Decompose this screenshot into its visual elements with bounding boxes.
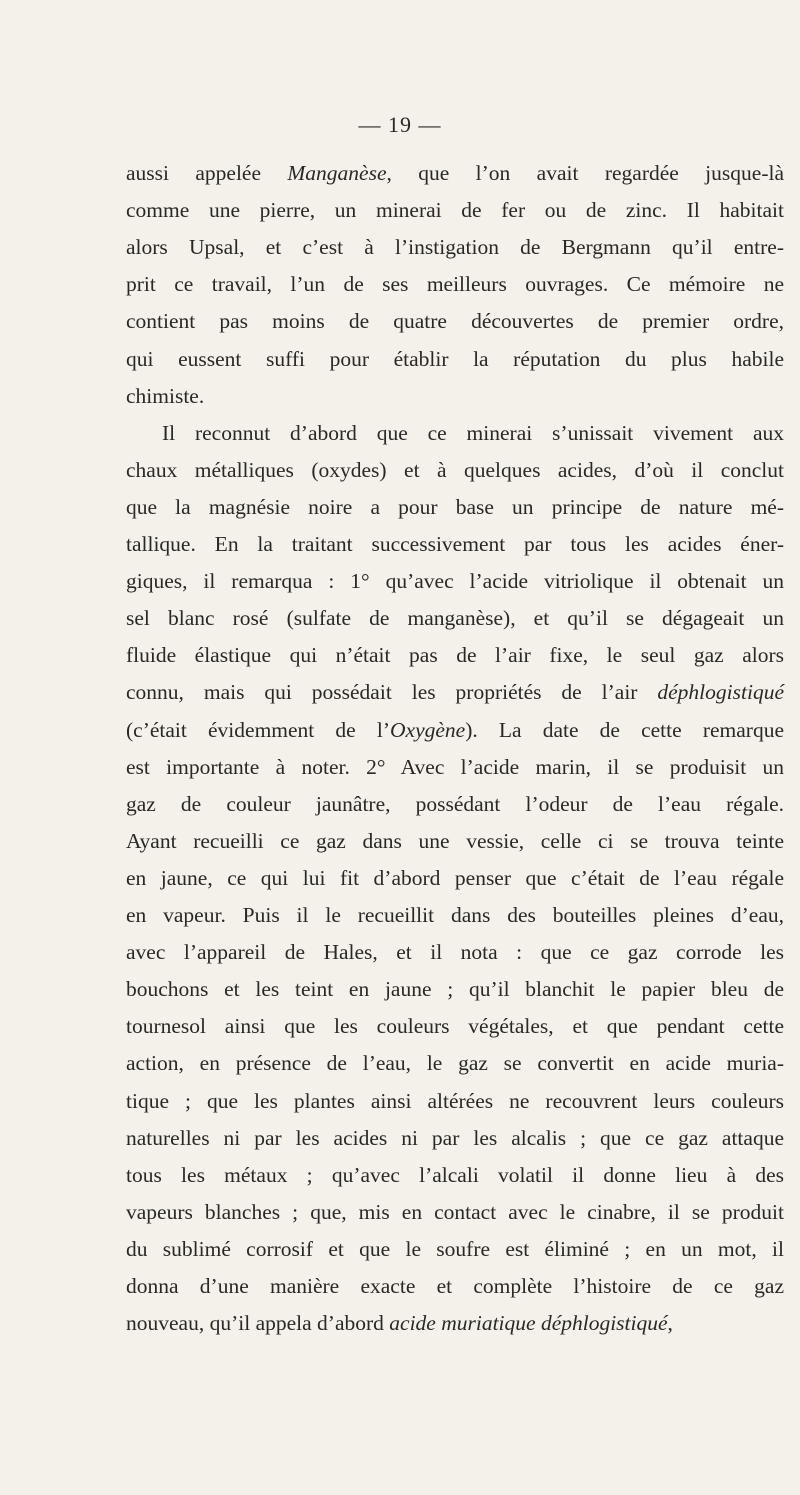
text-line (126, 344, 784, 374)
text-line (126, 715, 784, 745)
text-run: gaz de couleur jaunâtre, possédant l’odeur de l’eau régale. (126, 791, 784, 816)
text-run: que la magnésie noire a pour base un principe de nature mé- (126, 494, 784, 519)
text-line (126, 1123, 784, 1153)
text-run: vapeurs blanches ; que, mis en contact avec le cinabre, il se produit (126, 1199, 784, 1224)
text-run: chaux métalliques (oxydes) et à quelques acides, d’où il conclut (126, 457, 784, 482)
text-run: alors Upsal, et c’est à l’instigation de Bergmann qu’il entre- (126, 235, 784, 260)
page-number: — 19 — (358, 112, 442, 137)
text-line (126, 1271, 784, 1301)
text-run: prit ce travail, l’un de ses meilleurs ouvrages. Ce mémoire ne (126, 272, 784, 297)
text-run: en vapeur. Puis il le recueillit dans des bouteilles pleines d’eau, (126, 903, 784, 927)
text-line (126, 752, 784, 782)
text-line (126, 1197, 784, 1227)
text-line (126, 1308, 784, 1338)
text-run: comme une pierre, un minerai de fer ou de zinc. Il habitait (126, 198, 784, 223)
text-line (126, 232, 784, 262)
text-line (126, 529, 784, 559)
text-run: aussi appelée (126, 161, 288, 185)
text-run: naturelles ni par les acides ni par les alcalis ; que ce gaz attaque (126, 1125, 784, 1150)
text-line (126, 158, 784, 188)
text-run: fluide élastique qui n’était pas de l’air fixe, le seul gaz alors (126, 643, 784, 668)
text-line (126, 566, 784, 596)
text-line (126, 455, 784, 485)
text-run: contient pas moins de quatre découvertes de premier ordre, (126, 309, 784, 334)
text-line (126, 826, 784, 856)
text-line (126, 900, 784, 930)
text-line (126, 1160, 784, 1190)
italic-term: déphlogistiqué (657, 680, 784, 705)
text-line (126, 937, 784, 967)
text-run: tous les métaux ; qu’avec l’alcali volatil il donne lieu à des (126, 1162, 784, 1187)
text-line (126, 603, 784, 633)
text-line (126, 1048, 784, 1078)
text-run: sel blanc rosé (sulfate de manganèse), et qu’il se dégageait un (126, 606, 784, 631)
text-run: Ayant recueilli ce gaz dans une vessie, celle ci se trouva teinte (126, 828, 784, 853)
italic-term: Manganèse (287, 161, 387, 185)
text-run: ). La date de cette remarque (465, 717, 784, 742)
text-line (126, 1234, 784, 1264)
text-line (126, 974, 784, 1004)
text-run: avec l’appareil de Hales, et il nota : que ce gaz corrode les (126, 940, 784, 965)
text-line (126, 381, 784, 411)
italic-term: acide muriatique déphlogistiqué (389, 1311, 668, 1336)
text-line (126, 1086, 784, 1116)
text-line (126, 306, 784, 336)
text-line (162, 418, 784, 448)
text-run: bouchons et les teint en jaune ; qu’il blanchit le papier bleu de (126, 977, 784, 1002)
text-run: donna d’une manière exacte et complète l’histoire de ce gaz (126, 1274, 784, 1298)
text-run: , (667, 1311, 673, 1336)
text-run: action, en présence de l’eau, le gaz se convertit en acide muria- (126, 1051, 784, 1076)
text-run: , que l’on avait regardée jusque-là (386, 161, 784, 185)
text-line (126, 492, 784, 522)
text-run: tallique. En la traitant successivement par tous les acides éner- (126, 532, 784, 556)
text-line (126, 269, 784, 299)
text-run: connu, mais qui possédait les propriétés de l’air (126, 680, 658, 705)
text-run: tique ; que les plantes ainsi altérées ne recouvrent leurs couleurs (126, 1088, 784, 1113)
text-run: qui eussent suffi pour établir la réputation du plus habile (126, 346, 784, 371)
text-line (126, 195, 784, 225)
text-run: chimiste. (126, 383, 205, 408)
text-run: tournesol ainsi que les couleurs végétales, et que pendant cette (126, 1014, 784, 1039)
text-line (126, 789, 784, 819)
text-line (126, 640, 784, 670)
text-run: giques, il remarqua : 1° qu’avec l’acide vitriolique il obtenait un (126, 569, 784, 594)
text-run: (c’était évidemment de l’ (126, 717, 390, 742)
text-run: nouveau, qu’il appela d’abord (126, 1311, 390, 1336)
text-line (126, 677, 784, 707)
text-run: est importante à noter. 2° Avec l’acide marin, il se produisit un (126, 754, 784, 779)
text-run: en jaune, ce qui lui fit d’abord penser que c’était de l’eau régale (126, 865, 784, 890)
text-run: du sublimé corrosif et que le soufre est éliminé ; en un mot, il (126, 1236, 784, 1261)
text-run: Il reconnut d’abord que ce minerai s’unissait vivement aux (162, 420, 784, 445)
text-line (126, 863, 784, 893)
text-line (126, 1011, 784, 1041)
italic-term: Oxygène (390, 717, 466, 742)
